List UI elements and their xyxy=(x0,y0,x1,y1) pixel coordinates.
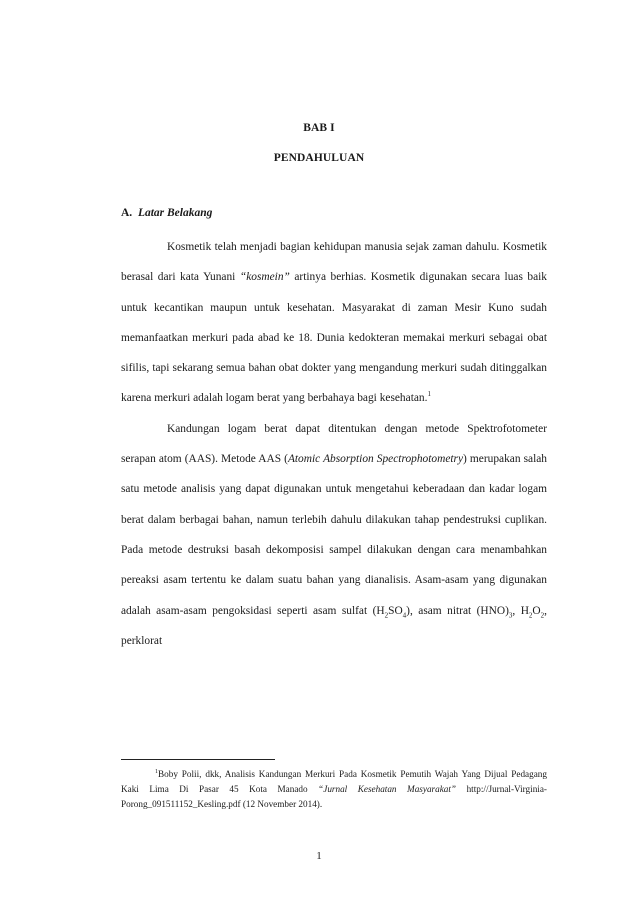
footnote-text-b: http://Jurnal-Virginia-Porong_091511152_Kesling.pdf (12 November 2014). xyxy=(121,783,547,809)
paragraph-2-text-f: O xyxy=(532,604,541,617)
paragraph-1-term: “kosmein” xyxy=(239,271,290,284)
footnote xyxy=(121,767,547,811)
subscript: 4 xyxy=(402,610,407,619)
subscript: 2 xyxy=(384,610,389,619)
paragraph-2-text-e: , H xyxy=(512,604,529,617)
body-text xyxy=(121,232,547,656)
footnote-divider xyxy=(121,759,275,760)
subscript: 2 xyxy=(540,610,545,619)
footnote-journal: “Jurnal Kesehatan Masyarakat” xyxy=(318,783,457,794)
paragraph-1-text-b: artinya berhias. Kosmetik digunakan secara luas baik untuk kecantikan maupun untuk kesehatan. Masyarakat di zaman Mesir Kuno sudah memanfaatkan merkuri pada abad ke 18. Dunia kedokteran memakai merkuri sebagai obat sifilis, tapi sekarang semua bahan obat dokter yang mengandung merkuri sudah ditinggalkan karena merkuri adalah logam berat yang berbahaya bagi kesehatan. xyxy=(121,271,548,405)
section-title: Latar Belakang xyxy=(137,207,213,219)
paragraph-2-term: Atomic Absorption Spectrophotometry xyxy=(287,453,464,466)
footnote-ref-1[interactable]: 1 xyxy=(427,390,431,399)
paragraph-2 xyxy=(121,414,547,656)
section-letter: A. xyxy=(121,207,133,219)
paragraph-2-text-d: ), asam nitrat (HNO) xyxy=(406,604,509,617)
paragraph-2-text-g: , perklorat xyxy=(121,604,548,647)
section-heading xyxy=(121,207,212,219)
paragraph-2-text-c: SO xyxy=(388,604,403,617)
subscript: 2 xyxy=(528,610,533,619)
paragraph-1 xyxy=(121,232,547,414)
chapter-title: PENDAHULUAN xyxy=(273,152,365,164)
paragraph-2-text-a: Kandungan logam berat dapat ditentukan dengan metode Spektrofotometer serapan atom (AAS). Metode AAS ( xyxy=(121,422,547,466)
page-number: 1 xyxy=(316,850,322,862)
footnote-1 xyxy=(121,767,547,811)
paragraph-2-text-b: ) merupakan salah satu metode analisis yang dapat digunakan untuk mengetahui keberadaan dan kadar logam berat dalam berbagai bahan, namun terlebih dahulu dilakukan tahap pendestruksi cuplikan. Pada metode destruksi basah dekomposisi sampel dilakukan dengan cara menambahkan pereaksi asam tertentu ke dalam suatu bahan yang dianalisis. Asam-asam yang digunakan adalah asam-asam pengoksidasi seperti asam sulfat (H xyxy=(121,453,548,617)
paragraph-1-text-a: Kosmetik telah menjadi bagian kehidupan manusia sejak zaman dahulu. Kosmetik berasal dari kata Yunani xyxy=(121,241,547,284)
footnote-text-a: Boby Polii, dkk, Analisis Kandungan Merkuri Pada Kosmetik Pemutih Wajah Yang Dijual Pedagang Kaki Lima Di Pasar 45 Kota Manado xyxy=(121,769,547,794)
chapter-number: BAB I xyxy=(303,122,335,134)
subscript: 3 xyxy=(508,610,513,619)
footnote-marker: 1 xyxy=(155,768,158,775)
